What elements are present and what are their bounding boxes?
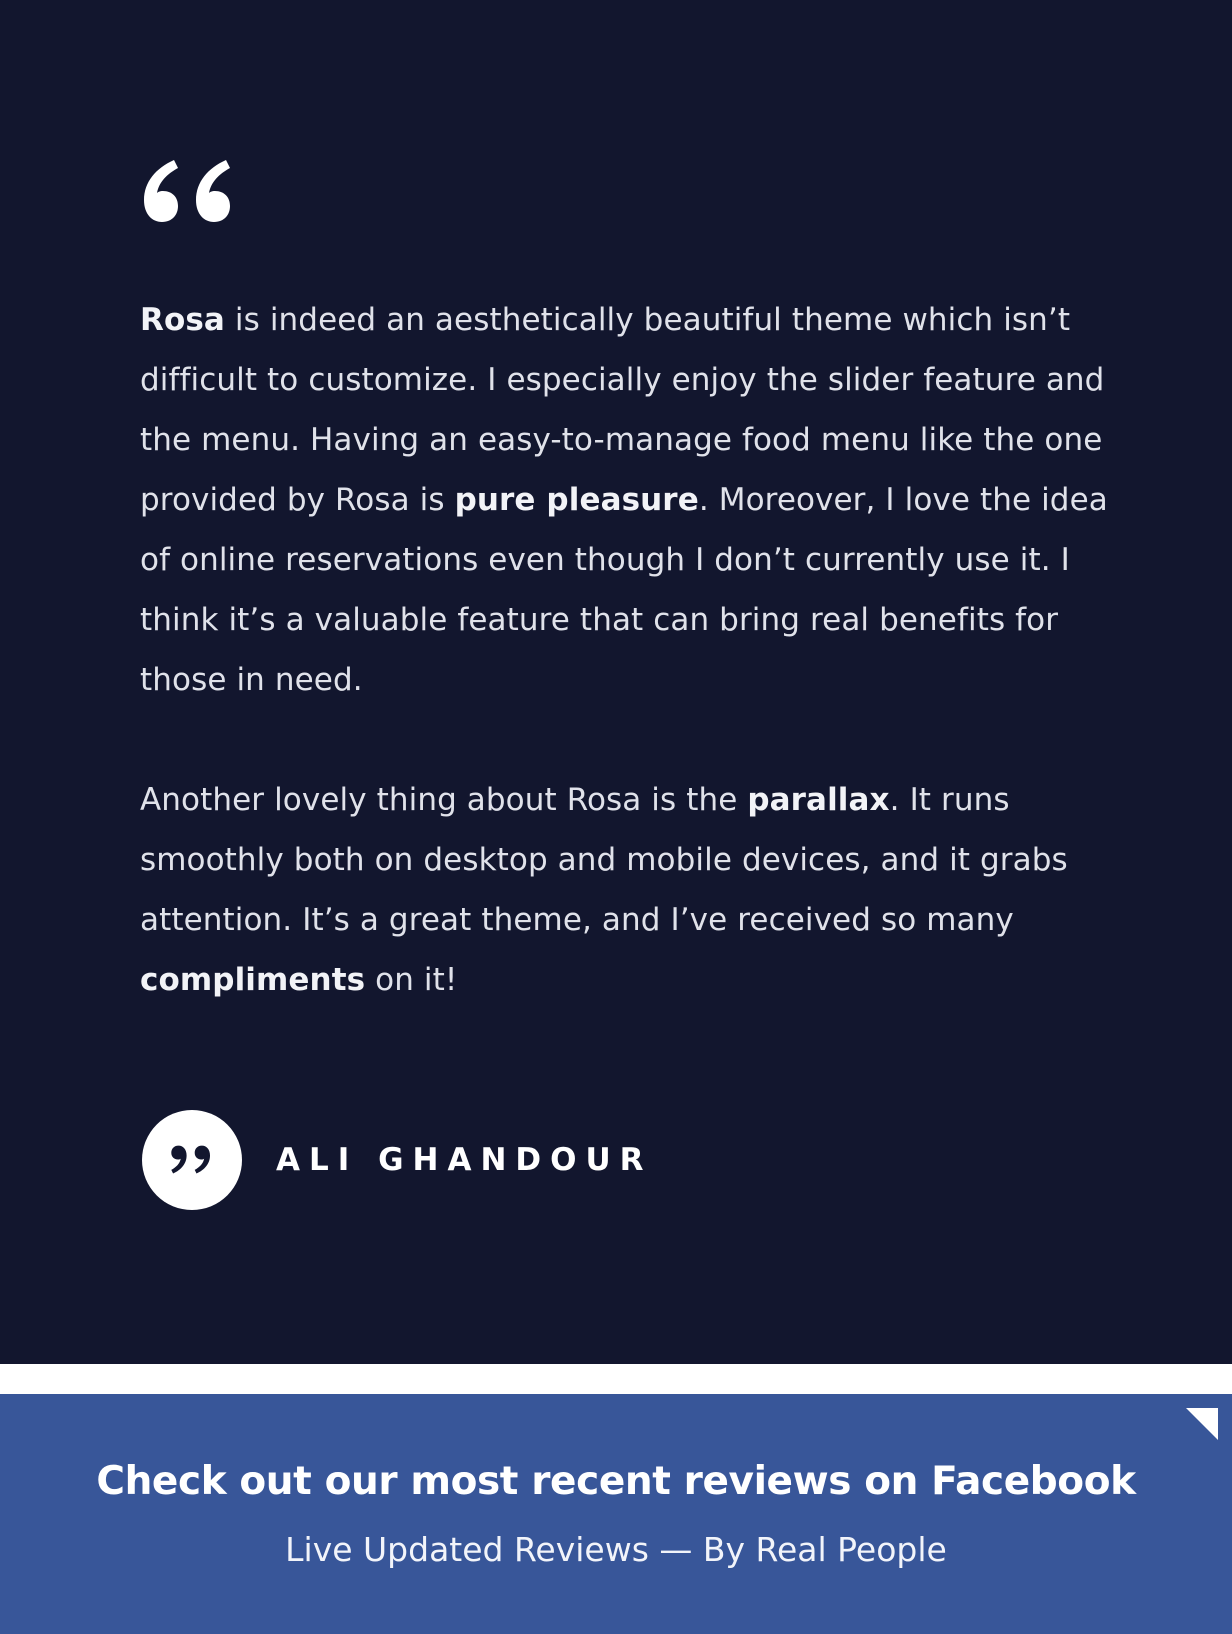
testimonial-quote [140,290,1130,1070]
close-quote-icon [169,1142,215,1178]
quote-paragraph-1 [140,290,1130,710]
quote-text: . Moreover, I love the idea of online reservations even though I don’t currently use it. I think it’s a valuable feature that can bring real benefits for those in need. [140,482,1108,698]
facebook-reviews-banner[interactable] [0,1394,1232,1634]
author-badge [142,1110,242,1210]
quote-paragraph-2 [140,770,1130,1010]
corner-fold-icon [1186,1408,1218,1440]
author-name: ALI GHANDOUR [276,1142,653,1178]
quote-emphasis: pure pleasure [454,482,699,518]
facebook-banner-subtitle: Live Updated Reviews — By Real People [285,1530,947,1569]
quote-emphasis: compliments [140,962,366,998]
facebook-banner-title[interactable]: Check out our most recent reviews on Facebook [96,1459,1136,1504]
section-divider [0,1364,1232,1394]
quote-text: . It runs smoothly both on desktop and mobile devices, and it grabs attention. It’s a great theme, and I’ve received so many [140,782,1068,938]
quote-emphasis: parallax [747,782,890,818]
open-quote-icon [140,150,240,240]
quote-text: on it! [365,962,458,998]
testimonial-author [142,1110,653,1210]
quote-text: Another lovely thing about Rosa is the [140,782,748,818]
quote-text: is indeed an aesthetically beautiful theme which isn’t difficult to customize. I especially enjoy the slider feature and the menu. Having an easy-to-manage food menu like the one provided by Rosa is [140,302,1105,518]
quote-emphasis: Rosa [140,302,225,338]
